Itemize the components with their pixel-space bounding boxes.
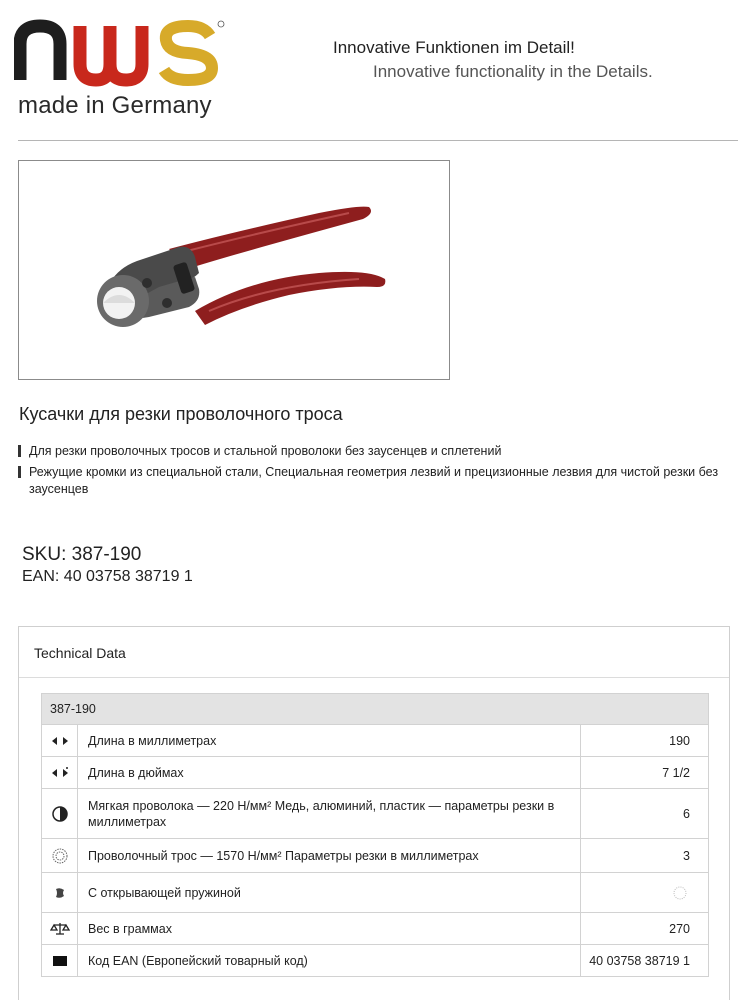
spec-value: 40 03758 38719 1	[581, 945, 709, 977]
arrows-length-icon	[50, 733, 70, 749]
spec-value: 270	[581, 913, 709, 945]
spec-row	[42, 945, 709, 977]
spec-label: Код EAN (Европейский товарный код)	[78, 945, 581, 977]
sku-label: SKU: 387-190	[22, 544, 142, 565]
technical-data-divider	[19, 677, 729, 678]
spec-value: 6	[581, 789, 709, 839]
technical-data-title: Technical Data	[34, 645, 126, 661]
spec-label: Длина в дюймах	[78, 757, 581, 789]
feature-list	[18, 443, 728, 502]
spec-row	[42, 757, 709, 789]
feature-item: Режущие кромки из специальной стали, Специальная геометрия лезвий и прецизионные лезвия для чистой резки без заусенцев	[18, 464, 728, 498]
spring-check-icon	[670, 885, 690, 901]
spec-row	[42, 789, 709, 839]
spec-label: С открывающей пружиной	[78, 873, 581, 913]
spec-label: Вес в граммах	[78, 913, 581, 945]
spec-label: Мягкая проволока — 220 Н/мм² Медь, алюминий, пластик — параметры резки в миллиметрах	[78, 789, 581, 839]
spec-row	[42, 873, 709, 913]
tagline-german: Innovative Funktionen im Detail!	[333, 38, 575, 57]
soft-wire-icon	[50, 806, 70, 822]
spec-value: 190	[581, 725, 709, 757]
product-title: Кусачки для резки проволочного троса	[19, 404, 343, 424]
spec-label: Проволочный трос — 1570 Н/мм² Параметры резки в миллиметрах	[78, 839, 581, 873]
technical-data-panel	[18, 626, 730, 1000]
spec-label: Длина в миллиметрах	[78, 725, 581, 757]
header	[0, 0, 741, 140]
ean-label: EAN: 40 03758 38719 1	[22, 568, 193, 585]
arrows-inch-icon	[50, 765, 70, 781]
wire-rope-icon	[50, 848, 70, 864]
header-divider	[18, 140, 738, 141]
spec-value: 7 1/2	[581, 757, 709, 789]
product-image	[18, 160, 450, 380]
tagline-english: Innovative functionality in the Details.	[373, 62, 653, 81]
spec-row	[42, 913, 709, 945]
barcode-icon	[50, 953, 70, 969]
feature-item: Для резки проволочных тросов и стальной проволоки без заусенцев и сплетений	[18, 443, 728, 460]
spring-icon	[50, 885, 70, 901]
spec-table	[41, 693, 709, 977]
spec-value: 3	[581, 839, 709, 873]
spec-row	[42, 725, 709, 757]
logo-subtitle: made in Germany	[18, 92, 212, 119]
scale-icon	[50, 921, 70, 937]
nws-logo	[14, 18, 229, 88]
spec-table-model: 387-190	[42, 694, 709, 725]
spec-table-header-row	[42, 694, 709, 725]
tagline	[333, 38, 723, 82]
spec-row	[42, 839, 709, 873]
